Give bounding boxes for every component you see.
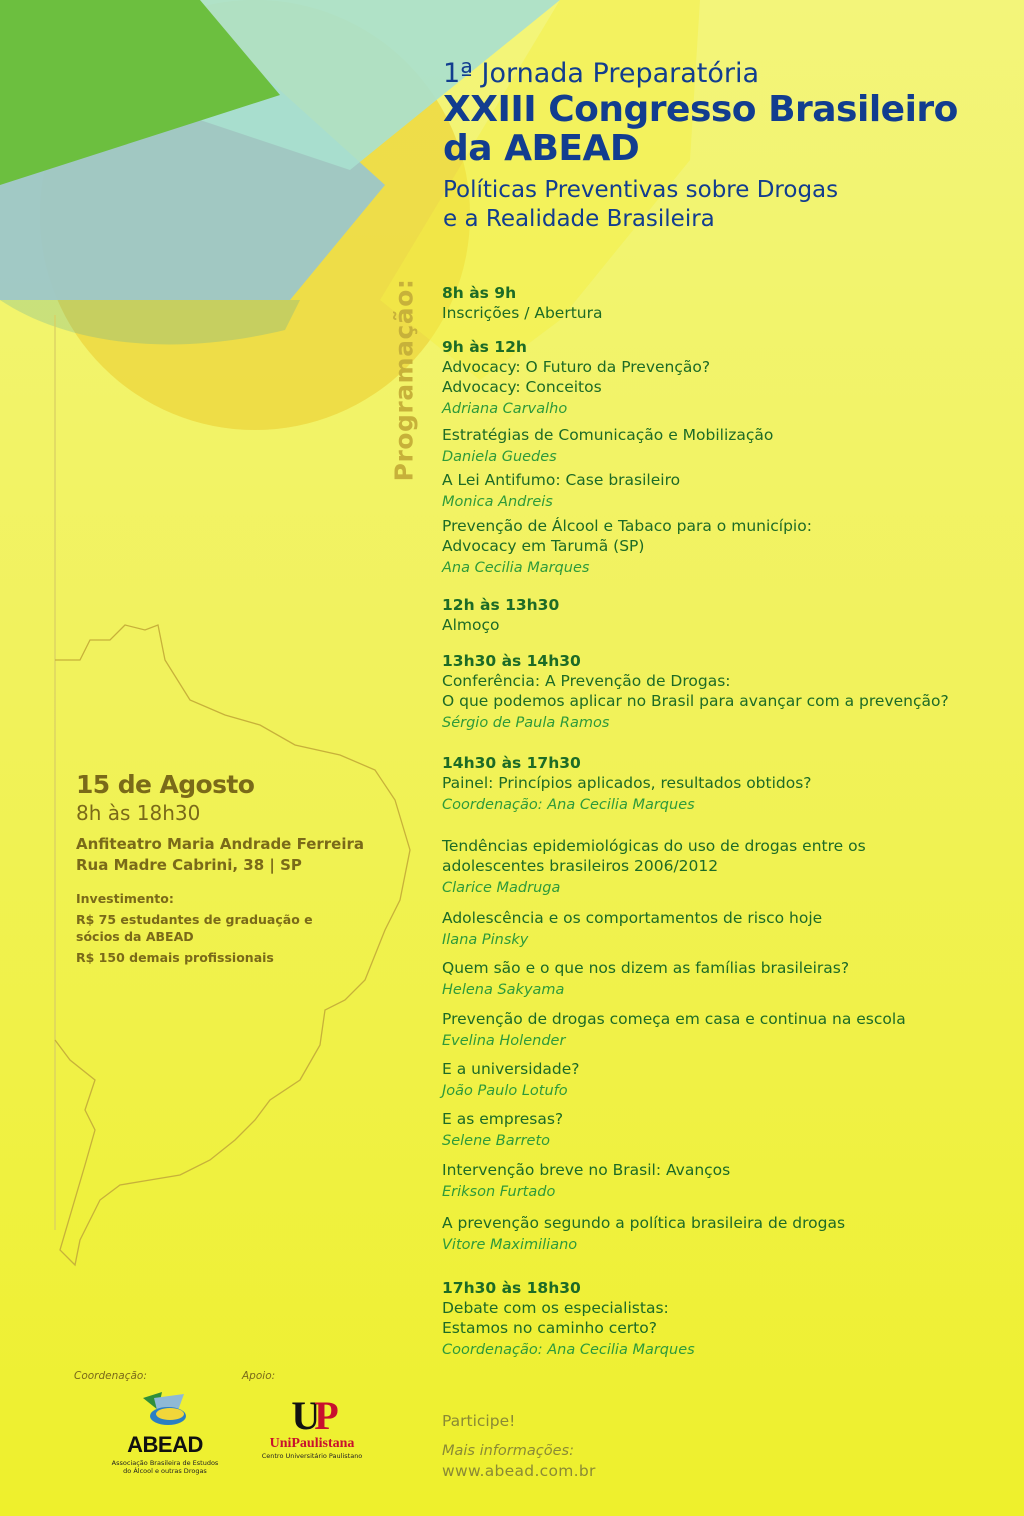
schedule-speaker: Ilana Pinsky bbox=[442, 932, 529, 948]
investment-label: Investimento: bbox=[76, 891, 174, 906]
up-name: UniPaulistana bbox=[269, 1436, 355, 1451]
schedule-item bbox=[442, 1213, 1002, 1255]
more-info-label: Mais informações: bbox=[442, 1443, 574, 1459]
price-professionals: R$ 150 demais profissionais bbox=[76, 950, 274, 965]
schedule-item bbox=[442, 1009, 1002, 1051]
schedule-topic: A Lei Antifumo: Case brasileiro bbox=[442, 471, 681, 489]
coordination-label: Coordenação: bbox=[74, 1370, 147, 1382]
event-venue: Anfiteatro Maria Andrade Ferreira bbox=[76, 835, 365, 853]
schedule-topic: Debate com os especialistas: bbox=[442, 1299, 669, 1317]
schedule-topic: Prevenção de Álcool e Tabaco para o município: bbox=[442, 517, 812, 535]
abead-logo-icon bbox=[140, 1390, 190, 1430]
schedule-topic: Advocacy: O Futuro da Prevenção? bbox=[442, 358, 711, 376]
price-students-2: sócios da ABEAD bbox=[76, 929, 194, 944]
title-line-1: 1ª Jornada Preparatória bbox=[443, 58, 760, 89]
subtitle-line-2: e a Realidade Brasileira bbox=[443, 206, 715, 232]
schedule-topic: O que podemos aplicar no Brasil para avançar com a prevenção? bbox=[442, 692, 949, 710]
schedule-speaker: Sérgio de Paula Ramos bbox=[442, 715, 610, 731]
schedule-item bbox=[442, 1059, 1002, 1101]
schedule-item bbox=[442, 1160, 1002, 1202]
schedule-topic: Intervenção breve no Brasil: Avanços bbox=[442, 1161, 731, 1179]
event-info bbox=[76, 770, 364, 966]
schedule-item bbox=[442, 470, 1002, 512]
abead-logo bbox=[110, 1390, 220, 1475]
schedule-topic: E as empresas? bbox=[442, 1110, 564, 1128]
up-desc: Centro Universitário Paulistano bbox=[261, 1452, 363, 1460]
schedule-speaker: Selene Barreto bbox=[442, 1133, 551, 1149]
schedule-topic: E a universidade? bbox=[442, 1060, 580, 1078]
schedule-item bbox=[442, 425, 1002, 467]
schedule-item bbox=[442, 1278, 1002, 1360]
schedule-topic: Almoço bbox=[442, 616, 500, 634]
schedule-topic: Estratégias de Comunicação e Mobilização bbox=[442, 426, 774, 444]
schedule-topic: Inscrições / Abertura bbox=[442, 304, 603, 322]
schedule-item bbox=[442, 283, 1002, 323]
schedule-time: 9h às 12h bbox=[442, 338, 527, 356]
event-date: 15 de Agosto bbox=[76, 770, 255, 799]
schedule-time: 14h30 às 17h30 bbox=[442, 754, 581, 772]
schedule-item bbox=[442, 753, 1002, 815]
program-label: Programação: bbox=[389, 278, 419, 482]
website-link[interactable]: www.abead.com.br bbox=[442, 1462, 596, 1480]
schedule-item bbox=[442, 651, 1002, 733]
schedule-speaker: João Paulo Lotufo bbox=[442, 1083, 568, 1099]
schedule-speaker: Vitore Maximiliano bbox=[442, 1237, 578, 1253]
schedule-time: 13h30 às 14h30 bbox=[442, 652, 581, 670]
schedule-item bbox=[442, 337, 1002, 419]
schedule-topic: Prevenção de drogas começa em casa e continua na escola bbox=[442, 1010, 906, 1028]
title-line-3: da ABEAD bbox=[443, 128, 640, 169]
schedule-speaker: Clarice Madruga bbox=[442, 880, 561, 896]
schedule-topic: Tendências epidemiológicas do uso de drogas entre os bbox=[442, 837, 866, 855]
schedule-time: 8h às 9h bbox=[442, 284, 517, 302]
schedule-speaker: Daniela Guedes bbox=[442, 449, 557, 465]
schedule-topic: Advocacy: Conceitos bbox=[442, 378, 602, 396]
event-hours: 8h às 18h30 bbox=[76, 801, 201, 825]
schedule-topic: Quem são e o que nos dizem as famílias brasileiras? bbox=[442, 959, 850, 977]
schedule-item bbox=[442, 836, 1002, 898]
subtitle-line-1: Políticas Preventivas sobre Drogas bbox=[443, 177, 839, 203]
schedule-topic: Adolescência e os comportamentos de risco hoje bbox=[442, 909, 823, 927]
contact-block bbox=[442, 1411, 596, 1481]
up-monogram: UP bbox=[291, 1393, 333, 1438]
schedule-topic: adolescentes brasileiros 2006/2012 bbox=[442, 857, 719, 875]
schedule-topic: Advocacy em Tarumã (SP) bbox=[442, 537, 645, 555]
abead-name: ABEAD bbox=[127, 1432, 203, 1457]
price-students-1: R$ 75 estudantes de graduação e bbox=[76, 912, 313, 927]
schedule-speaker: Coordenação: Ana Cecilia Marques bbox=[442, 797, 695, 813]
schedule-item bbox=[442, 595, 1002, 635]
schedule-topic: A prevenção segundo a política brasileira de drogas bbox=[442, 1214, 846, 1232]
schedule-speaker: Ana Cecilia Marques bbox=[442, 560, 590, 576]
schedule-speaker: Monica Andreis bbox=[442, 494, 553, 510]
event-address: Rua Madre Cabrini, 38 | SP bbox=[76, 856, 302, 874]
header-title-block bbox=[443, 57, 958, 234]
support-label: Apoio: bbox=[242, 1370, 276, 1382]
schedule-speaker: Erikson Furtado bbox=[442, 1184, 556, 1200]
schedule-topic: Conferência: A Prevenção de Drogas: bbox=[442, 672, 731, 690]
schedule-item bbox=[442, 1109, 1002, 1151]
unipaulistana-logo bbox=[252, 1393, 372, 1460]
schedule-speaker: Adriana Carvalho bbox=[442, 401, 568, 417]
schedule-item bbox=[442, 958, 1002, 1000]
schedule-topic: Painel: Princípios aplicados, resultados obtidos? bbox=[442, 774, 812, 792]
schedule-speaker: Evelina Holender bbox=[442, 1033, 566, 1049]
abead-desc-2: do Álcool e outras Drogas bbox=[123, 1467, 207, 1475]
schedule-speaker: Helena Sakyama bbox=[442, 982, 565, 998]
title-line-2: XXIII Congresso Brasileiro bbox=[443, 89, 958, 130]
abead-desc-1: Associação Brasileira de Estudos bbox=[111, 1459, 219, 1467]
participe-text: Participe! bbox=[442, 1412, 516, 1430]
schedule-item bbox=[442, 516, 1002, 578]
schedule-item bbox=[442, 908, 1002, 950]
schedule-topic: Estamos no caminho certo? bbox=[442, 1319, 657, 1337]
schedule-speaker: Coordenação: Ana Cecilia Marques bbox=[442, 1342, 695, 1358]
schedule-time: 17h30 às 18h30 bbox=[442, 1279, 581, 1297]
schedule-time: 12h às 13h30 bbox=[442, 596, 560, 614]
